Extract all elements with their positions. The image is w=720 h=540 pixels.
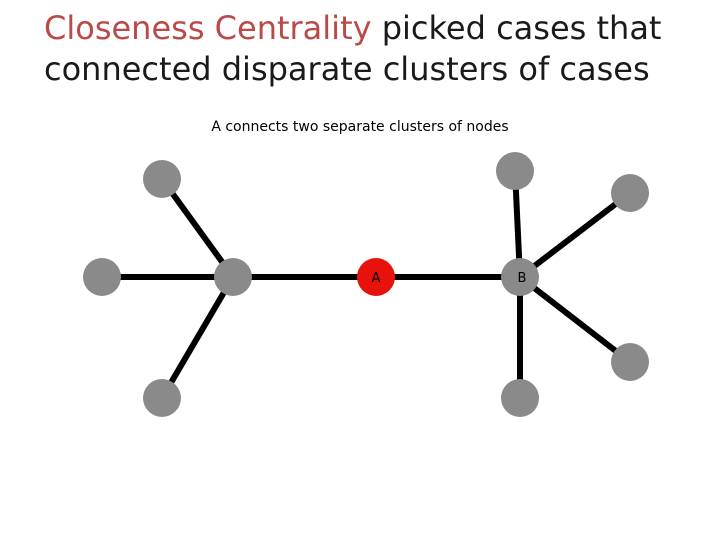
- nodes: [83, 152, 649, 417]
- node-top-left: [143, 160, 181, 198]
- edge-b-to-top-right: [520, 193, 630, 277]
- edge-b-to-bottom-right: [520, 277, 630, 362]
- node-left: [83, 258, 121, 296]
- node-bottom: [501, 379, 539, 417]
- node-top-right-2: [611, 174, 649, 212]
- node-bottom-left: [143, 379, 181, 417]
- title-line2: connected disparate clusters of cases: [44, 50, 650, 88]
- title-highlight: Closeness Centrality: [44, 9, 372, 47]
- node-bottom-right: [611, 343, 649, 381]
- node-top-right-1: [496, 152, 534, 190]
- diagram-caption: A connects two separate clusters of nodes: [211, 119, 509, 135]
- node-a-label: A: [371, 271, 381, 286]
- title-line1-rest: picked cases that: [371, 9, 662, 47]
- edge-bottom-left-to-hub: [162, 277, 233, 398]
- node-b-label: B: [517, 271, 527, 286]
- node-left-hub: [214, 258, 252, 296]
